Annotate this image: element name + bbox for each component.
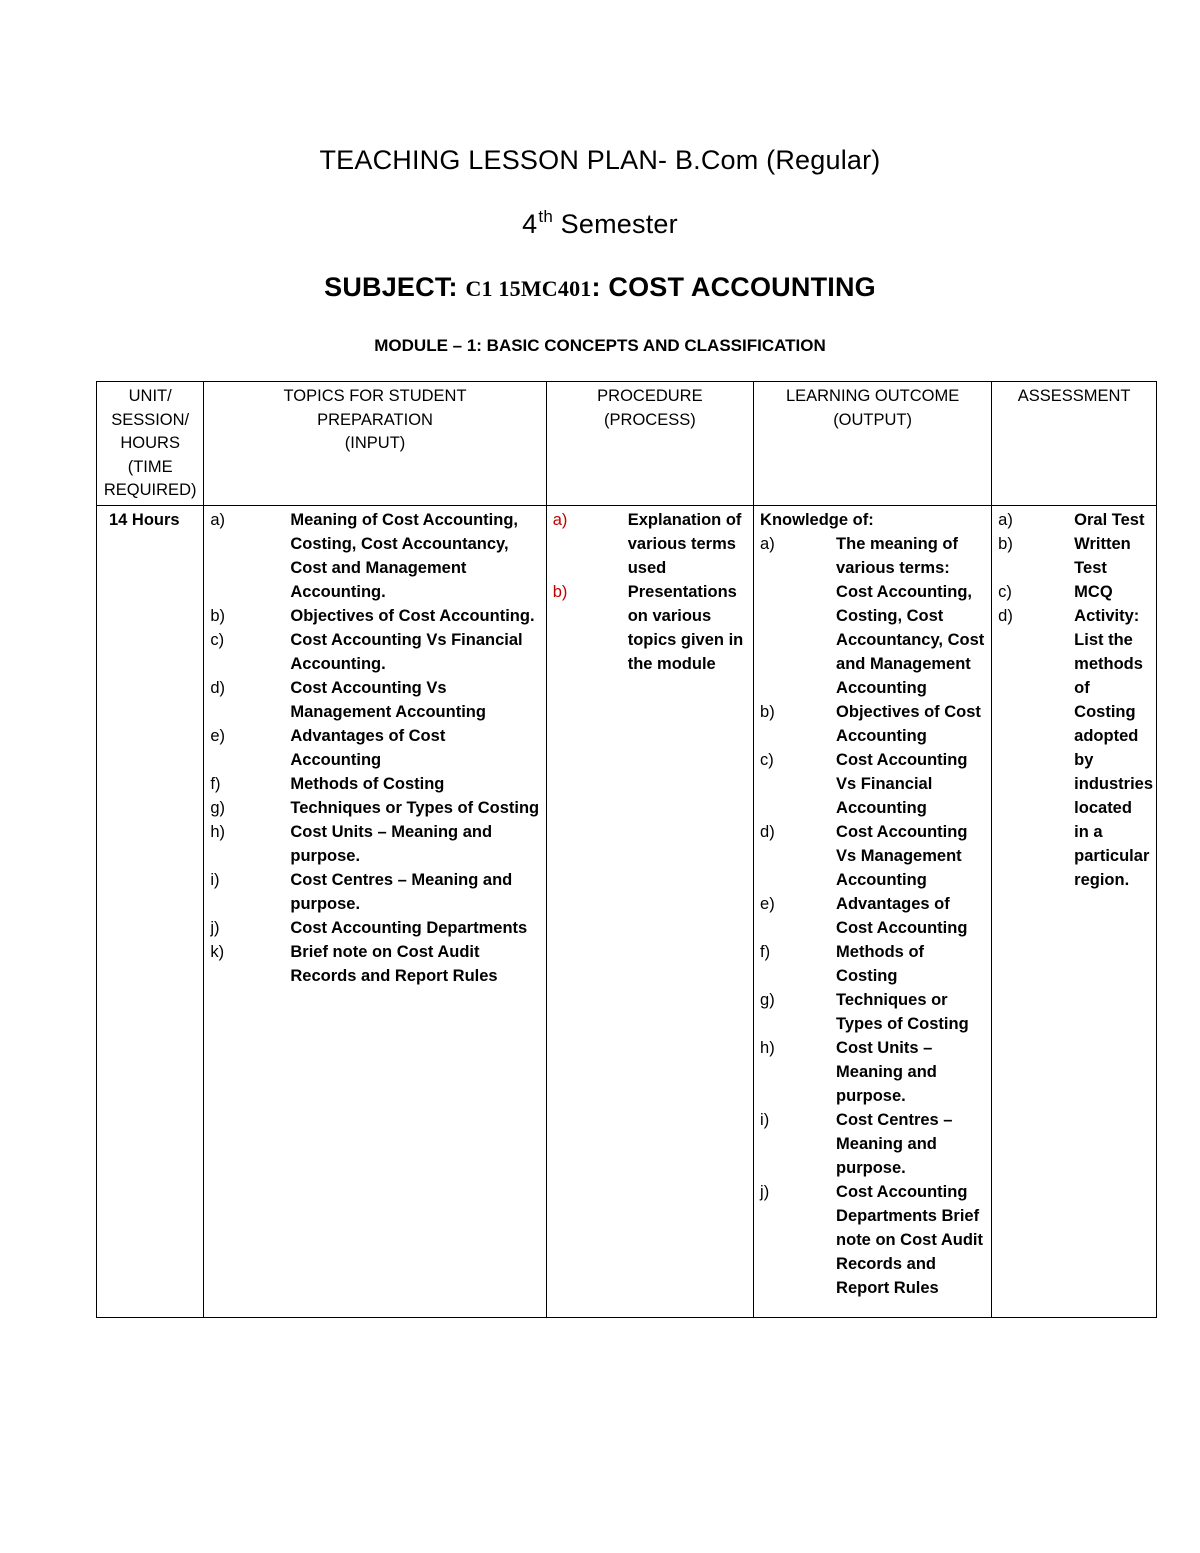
- list-item: [210, 508, 539, 604]
- table-row: [97, 505, 1157, 1318]
- list-item: [210, 868, 539, 916]
- list-item: [998, 604, 1154, 892]
- list-text: Cost Accounting Vs Management Accounting: [290, 678, 486, 721]
- header-line: LEARNING OUTCOME: [785, 387, 960, 405]
- header-topics: [204, 382, 546, 506]
- list-marker: a): [760, 534, 775, 553]
- list-marker: a): [210, 510, 226, 529]
- header-procedure: [546, 382, 753, 506]
- list-marker: h): [210, 822, 226, 841]
- page-title: TEACHING LESSON PLAN- B.Com (Regular): [319, 145, 881, 175]
- header-line: (OUTPUT): [833, 410, 913, 429]
- list-text: Cost Centres – Meaning and purpose.: [836, 1110, 953, 1177]
- list-text: Cost Accounting Departments Brief note on Cost Audit Records and Report Rules: [836, 1182, 983, 1297]
- unit-hours: 14 Hours: [97, 505, 204, 1318]
- list-text: Explanation of various terms used: [627, 510, 742, 577]
- list-item: [760, 700, 985, 748]
- list-text: Techniques or Types of Costing: [836, 990, 969, 1033]
- header-line: PREPARATION: [317, 410, 433, 429]
- header-line: (TIME: [127, 457, 173, 476]
- list-item: [760, 1108, 985, 1180]
- list-item: [760, 940, 985, 988]
- outcome-intro: Knowledge of:: [760, 510, 874, 529]
- subject-label: SUBJECT:: [324, 272, 458, 302]
- list-marker: f): [210, 774, 221, 793]
- list-item: [760, 1180, 985, 1300]
- list-text: Presentations on various topics given in the module: [627, 582, 744, 673]
- list-marker: i): [760, 1110, 770, 1129]
- list-text: Meaning of Cost Accounting, Costing, Cost Accountancy, Cost and Management Accounting.: [290, 510, 518, 601]
- list-marker: k): [210, 942, 225, 961]
- list-marker: a): [998, 510, 1013, 529]
- list-text: Cost Units – Meaning and purpose.: [290, 822, 493, 865]
- list-text: MCQ: [1074, 582, 1113, 601]
- list-marker: b): [210, 606, 226, 625]
- list-marker: b): [760, 702, 775, 721]
- header-line: REQUIRED): [103, 481, 197, 499]
- list-text: Objectives of Cost Accounting.: [290, 606, 535, 625]
- list-item: [760, 1036, 985, 1108]
- semester-suffix: th: [538, 207, 553, 226]
- list-text: Oral Test: [1074, 510, 1145, 529]
- semester-text: Semester: [560, 209, 678, 239]
- list-text: Objectives of Cost Accounting: [836, 702, 981, 745]
- list-item: [210, 676, 539, 724]
- list-text: Written Test: [1074, 534, 1131, 577]
- list-marker: f): [760, 942, 771, 961]
- list-text: Brief note on Cost Audit Records and Report Rules: [290, 942, 498, 985]
- list-text: Activity: List the methods of Costing adopted by industries located in a particular region.: [1074, 606, 1154, 889]
- header-unit: [97, 382, 204, 506]
- list-item: [998, 508, 1150, 532]
- list-item: [553, 508, 747, 580]
- list-text: Methods of Costing: [290, 774, 445, 793]
- list-marker: g): [760, 990, 775, 1009]
- list-marker: g): [210, 798, 226, 817]
- list-item: [210, 796, 539, 820]
- subject-heading: [0, 272, 1200, 303]
- topics-cell: [204, 505, 546, 1318]
- header-line: ASSESSMENT: [1017, 387, 1131, 405]
- list-item: [760, 988, 985, 1036]
- procedure-cell: [546, 505, 753, 1318]
- list-marker: j): [760, 1182, 770, 1201]
- list-text: The meaning of various terms: Cost Accounting, Costing, Cost Accountancy, Cost and Management Accounting: [836, 534, 985, 697]
- header-outcome: [754, 382, 992, 506]
- list-item: [760, 820, 985, 892]
- list-marker: e): [210, 726, 226, 745]
- header-line: PROCEDURE: [597, 387, 703, 405]
- list-item: [760, 532, 985, 700]
- list-item: [210, 628, 539, 676]
- list-text: Advantages of Cost Accounting: [836, 894, 968, 937]
- list-marker: d): [210, 678, 226, 697]
- semester-heading: [0, 207, 1200, 240]
- list-item: [210, 724, 539, 772]
- header-line: (INPUT): [344, 434, 406, 452]
- list-item: [760, 892, 985, 940]
- list-text: Methods of Costing: [836, 942, 925, 985]
- header-line: TOPICS FOR STUDENT: [283, 387, 467, 405]
- list-marker: h): [760, 1038, 775, 1057]
- list-item: [210, 820, 539, 868]
- module-heading: MODULE – 1: BASIC CONCEPTS AND CLASSIFICATION: [374, 336, 826, 355]
- outcome-cell: [754, 505, 992, 1318]
- semester-number: 4: [522, 209, 538, 239]
- list-item: [553, 580, 747, 676]
- subject-name: : COST ACCOUNTING: [591, 272, 876, 302]
- list-marker: e): [760, 894, 775, 913]
- list-text: Advantages of Cost Accounting: [290, 726, 446, 769]
- header-line: (PROCESS): [604, 410, 696, 429]
- header-line: SESSION/: [111, 410, 190, 429]
- list-text: Techniques or Types of Costing: [290, 798, 540, 817]
- list-text: Cost Accounting Vs Financial Accounting.: [290, 630, 523, 673]
- header-line: UNIT/: [128, 387, 172, 405]
- list-marker: a): [552, 510, 568, 529]
- list-item: [760, 748, 985, 820]
- list-marker: c): [998, 582, 1012, 601]
- header-line: HOURS: [120, 434, 180, 452]
- list-marker: b): [998, 534, 1013, 553]
- list-item: [210, 940, 539, 988]
- list-text: Cost Accounting Departments: [290, 918, 528, 937]
- list-marker: j): [210, 918, 220, 937]
- list-text: Cost Accounting Vs Management Accounting: [836, 822, 968, 889]
- subject-code: C1 15MC401: [465, 276, 592, 301]
- list-item: [210, 772, 539, 796]
- assessment-cell: [992, 505, 1157, 1318]
- list-marker: i): [210, 870, 220, 889]
- list-item: [210, 916, 539, 940]
- list-marker: c): [210, 630, 225, 649]
- header-row: [97, 382, 1157, 506]
- list-item: [210, 604, 539, 628]
- list-item: [998, 580, 1150, 604]
- header-assessment: [992, 382, 1157, 506]
- list-text: Cost Accounting Vs Financial Accounting: [836, 750, 968, 817]
- list-marker: d): [998, 606, 1013, 625]
- list-item: [998, 532, 1150, 580]
- list-text: Cost Units – Meaning and purpose.: [836, 1038, 937, 1105]
- lesson-plan-table: [96, 381, 1157, 1318]
- list-marker: c): [760, 750, 774, 769]
- list-marker: b): [552, 582, 568, 601]
- list-marker: d): [760, 822, 775, 841]
- list-text: Cost Centres – Meaning and purpose.: [290, 870, 513, 913]
